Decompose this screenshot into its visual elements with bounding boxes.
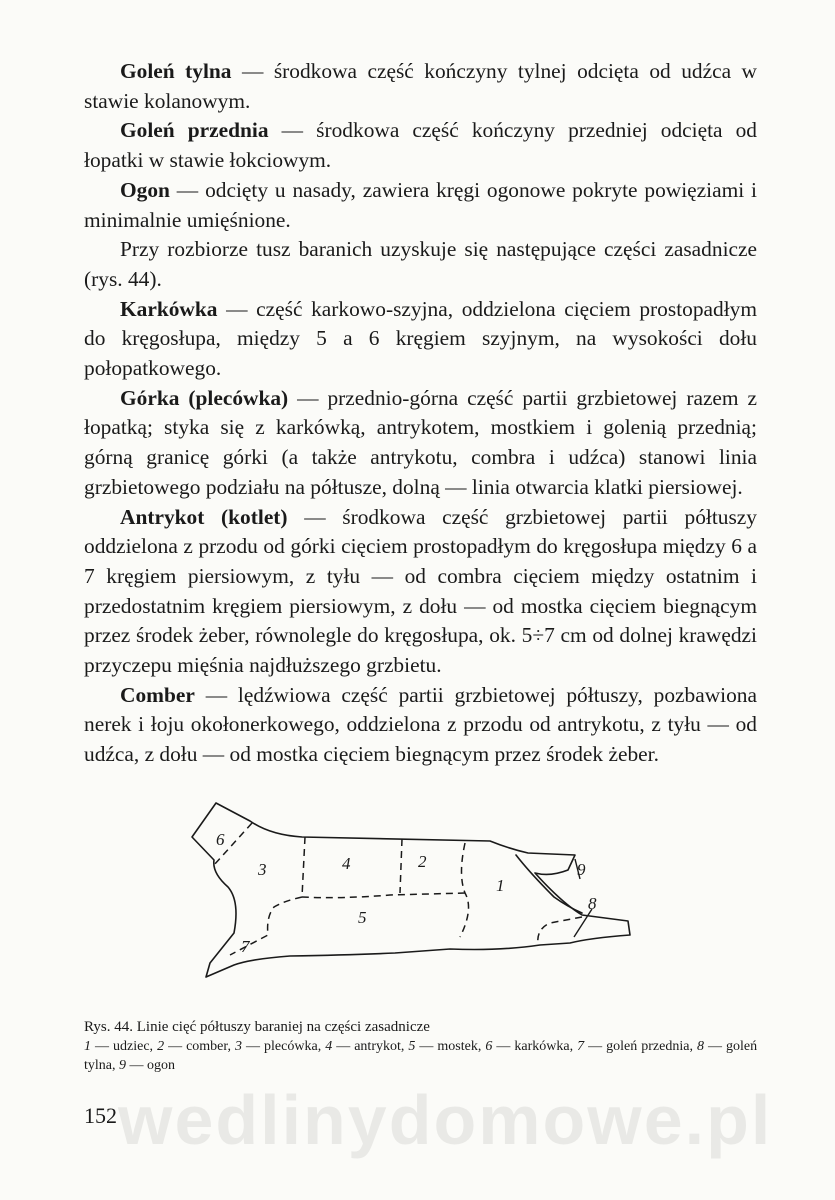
definition: — środkowa część kończyny przedniej odcięta od łopatki w stawie łokciowym. bbox=[84, 118, 757, 173]
figure-label-6: 6 bbox=[216, 830, 225, 849]
legend-number: 1 bbox=[84, 1039, 91, 1054]
legend-name: karkówka bbox=[514, 1039, 570, 1054]
figure-label-5: 5 bbox=[358, 908, 367, 927]
term: Górka (plecówka) bbox=[120, 385, 289, 410]
legend-name: goleń tylna bbox=[84, 1039, 758, 1073]
paragraph bbox=[84, 503, 757, 681]
tail-inner-line bbox=[516, 855, 582, 913]
body-text bbox=[84, 57, 757, 770]
figure-label-8: 8 bbox=[588, 894, 597, 913]
leader-line-8 bbox=[574, 909, 592, 937]
paragraph bbox=[84, 295, 757, 384]
cut-line-rib-front bbox=[302, 893, 465, 898]
legend-number: 3 bbox=[235, 1039, 243, 1054]
figure-label-2: 2 bbox=[418, 852, 427, 871]
definition: — odcięty u nasady, zawiera kręgi ogonowe pokryte powięziami i minimalnie umięśnione. bbox=[84, 177, 757, 232]
figure-label-4: 4 bbox=[342, 854, 351, 873]
watermark: wedlinydomowe.pl bbox=[118, 1081, 773, 1159]
legend-number: 7 bbox=[577, 1039, 585, 1054]
term: Goleń tylna bbox=[120, 59, 232, 83]
definition: — przednio-górna część partii grzbietowej razem z łopatką; styka się z karkówką, antrykotem, mostkiem i golenią przednią; górną granicę górki (a także antrykotu, combra i udźca) stanowi linia grzbietowego podziału na półtusze, dolną — linia otwarcia klatki piersiowej. bbox=[84, 385, 758, 499]
paragraph bbox=[84, 681, 757, 770]
definition: — środkowa część grzbietowej partii półtuszy oddzielona z przodu od górki cięciem prostopadłym do kręgosłupa między 6 a 7 kręgiem piersiowym, z tyłu — od combra cięciem między ostatnim i przedostatnim kręgiem piersiowym, z dołu — od mostka cięciem biegnącym przez środek żeber, równolegle do kręgosłupa, ok. 5÷7 cm od dolnej krawędzi przyczepu mięśnia najdłuższego grzbietu. bbox=[84, 504, 757, 678]
carcass-outline bbox=[192, 803, 630, 977]
definition: — część karkowo-szyjna, oddzielona cięciem prostopadłym do kręgosłupa, między 5 a 6 kręgiem szyjnym, na wysokości dołu połopatkowego. bbox=[84, 296, 757, 381]
legend-name: plecówka bbox=[264, 1039, 318, 1054]
carcass-diagram bbox=[190, 795, 640, 1010]
definition: — środkowa część kończyny tylnej odcięta od udźca w stawie kolanowym. bbox=[84, 59, 757, 113]
cut-line-loin bbox=[460, 843, 469, 937]
cut-line-shoulder bbox=[302, 837, 305, 897]
figure-label-9: 9 bbox=[577, 860, 586, 879]
term: Antrykot (kotlet) bbox=[120, 504, 288, 529]
figure-caption bbox=[84, 1017, 757, 1075]
legend-name: comber bbox=[186, 1039, 228, 1054]
figure-label-1: 1 bbox=[496, 876, 505, 895]
legend-number: 8 bbox=[696, 1039, 704, 1054]
legend-number: 4 bbox=[325, 1039, 333, 1054]
legend-name: udziec bbox=[113, 1039, 150, 1054]
term: Ogon bbox=[120, 177, 170, 202]
cut-line-shank bbox=[538, 917, 582, 945]
legend-number: 9 bbox=[119, 1058, 126, 1073]
legend-number: 6 bbox=[485, 1039, 493, 1054]
paragraph bbox=[84, 384, 757, 503]
term: Goleń przednia bbox=[120, 118, 269, 143]
legend-name: antrykot bbox=[354, 1039, 401, 1054]
cut-line-rib-back bbox=[400, 839, 402, 893]
caption-legend: 1 — udziec, 2 — comber, 3 — plecówka, 4 — antrykot, 5 — mostek, 6 — karkówka, 7 — goleń przednia, 8 — goleń tylna, 9 — ogon bbox=[84, 1039, 758, 1073]
definition: — lędźwiowa część partii grzbietowej półtuszy, pozbawiona nerek i łoju okołonerkowego, oddzielona z przodu od antrykotu, z tyłu — od udźca, z dołu — od mostka cięciem biegnącym przez środek żeber. bbox=[84, 682, 757, 767]
page-number: 152 bbox=[84, 1103, 117, 1128]
paragraph bbox=[84, 176, 757, 235]
figure-label-7: 7 bbox=[241, 937, 250, 956]
term: Karkówka bbox=[120, 296, 218, 321]
legend-number: 5 bbox=[408, 1039, 416, 1054]
legend-number: 2 bbox=[157, 1039, 165, 1054]
legend-name: ogon bbox=[147, 1058, 175, 1073]
paragraph bbox=[84, 116, 757, 175]
legend-name: mostek bbox=[437, 1039, 478, 1054]
term: Comber bbox=[120, 682, 195, 707]
figure-label-3: 3 bbox=[258, 860, 267, 879]
definition: Przy rozbiorze tusz baranich uzyskuje się następujące części zasadnicze (rys. 44). bbox=[84, 237, 757, 291]
paragraph bbox=[84, 235, 757, 294]
caption-title: Rys. 44. Linie cięć półtuszy baraniej na części zasadnicze bbox=[84, 1019, 430, 1035]
legend-name: goleń przednia bbox=[606, 1039, 690, 1054]
paragraph bbox=[84, 57, 757, 116]
